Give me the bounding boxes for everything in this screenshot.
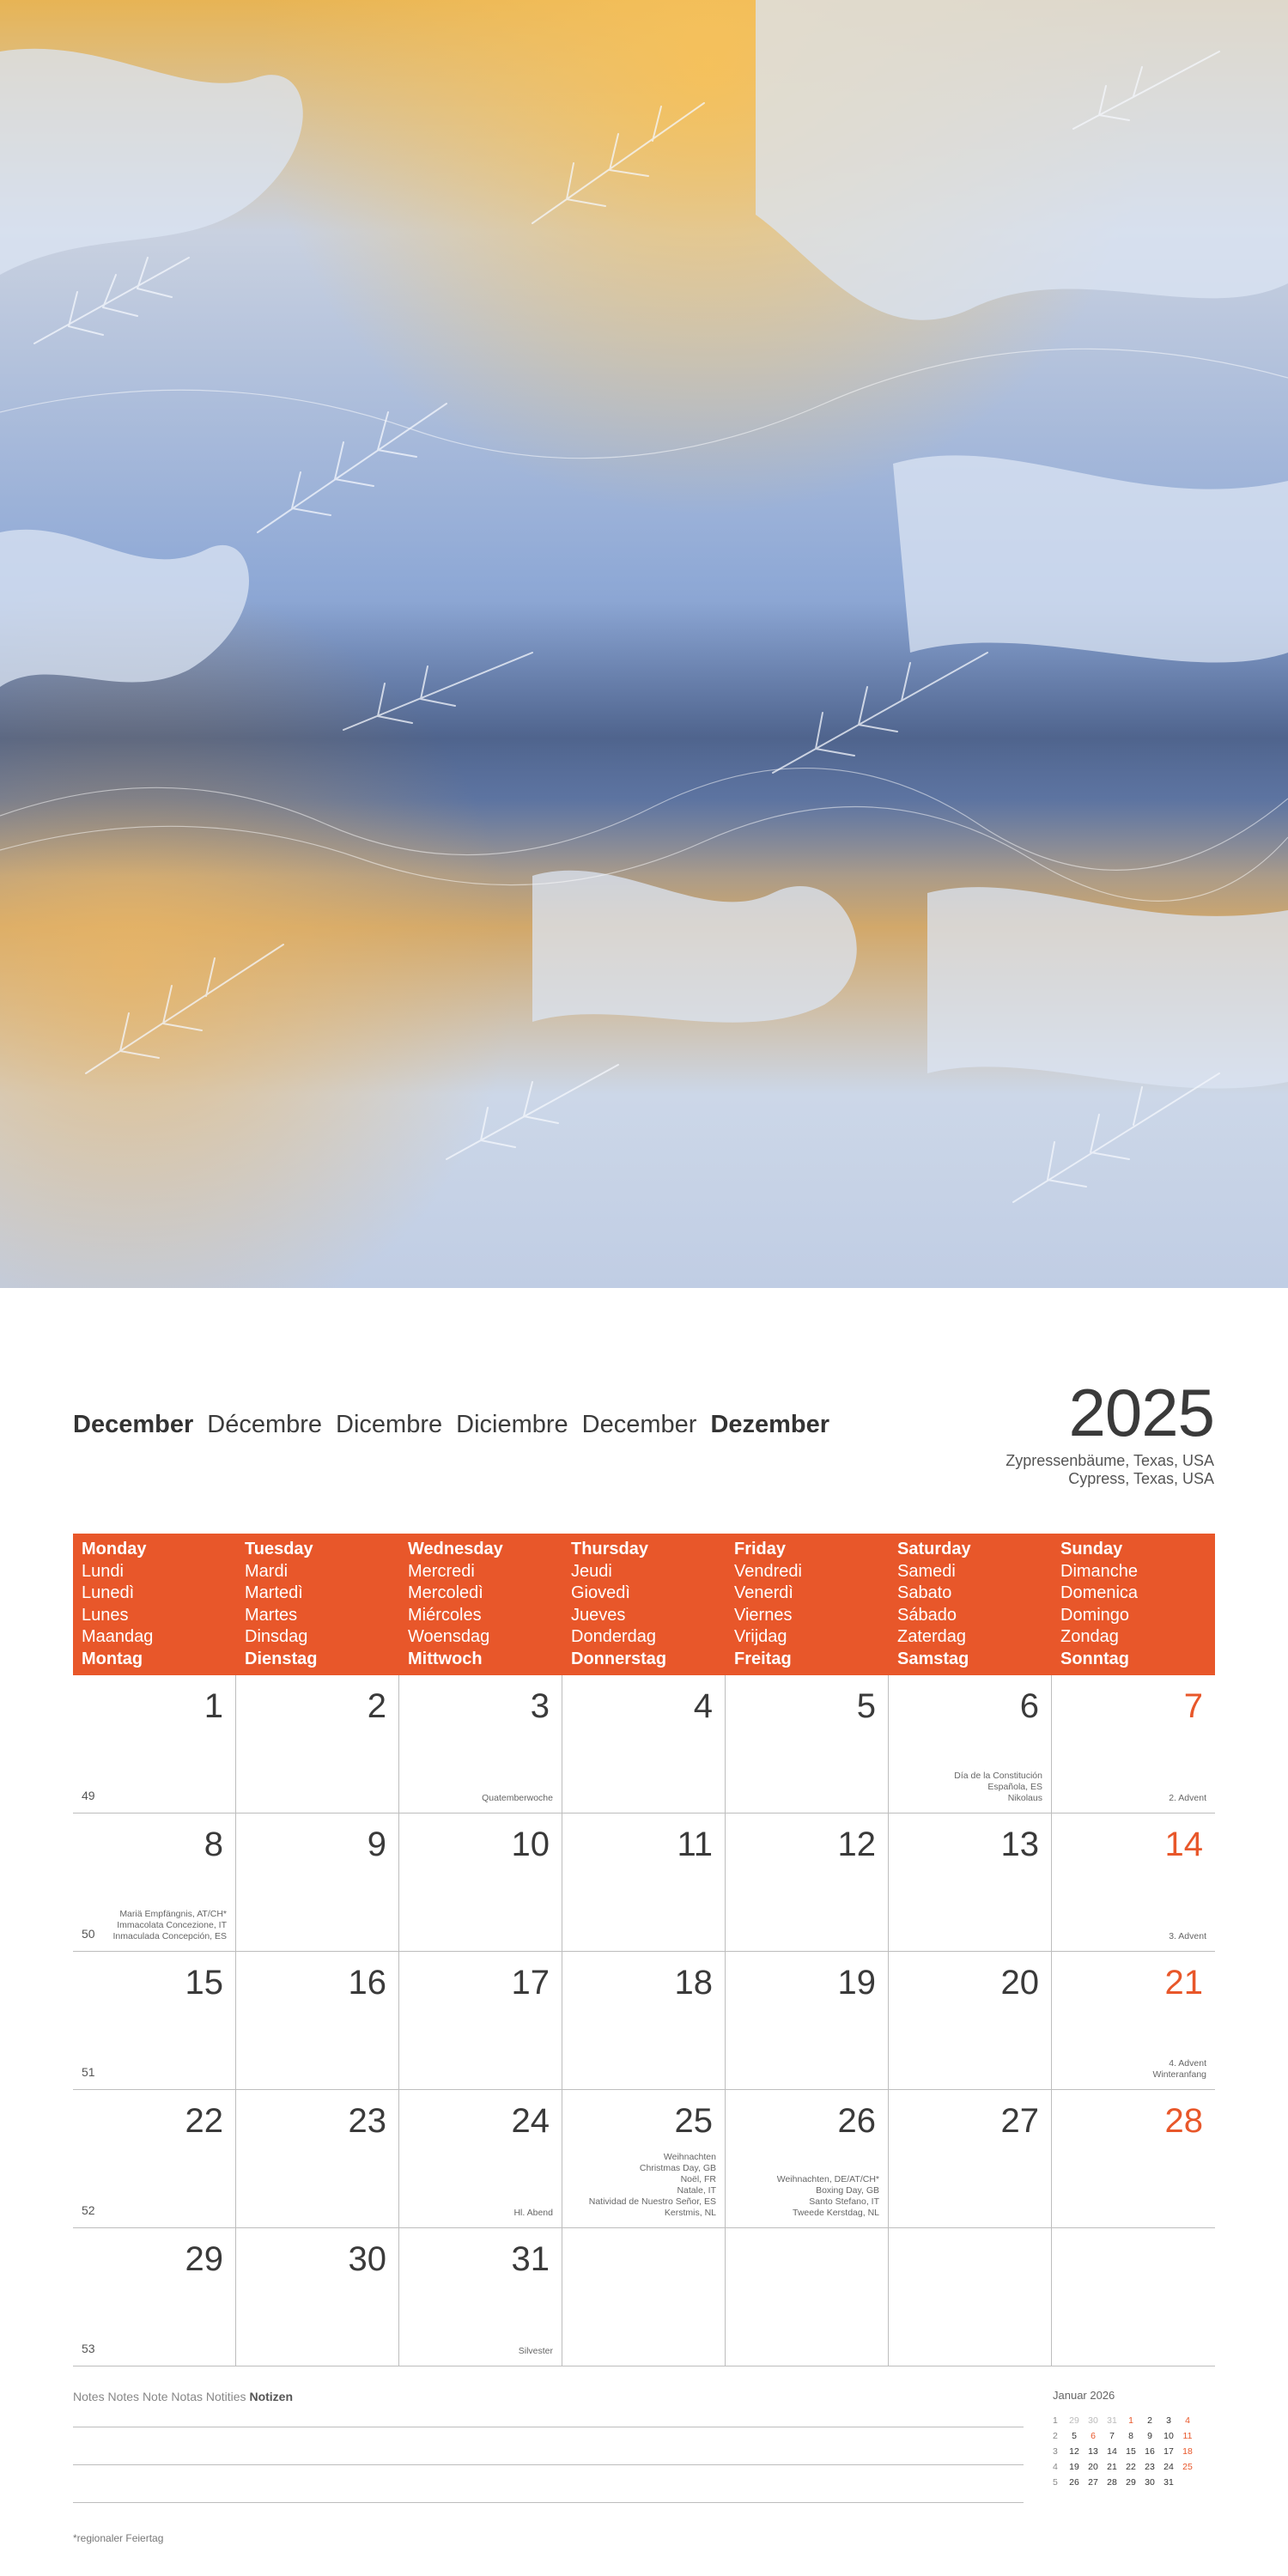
holiday-note-line: Noël, FR xyxy=(680,2174,716,2184)
weekday-name: Zaterdag xyxy=(897,1627,967,1646)
day-cell[interactable] xyxy=(73,1952,236,2089)
week-row xyxy=(73,1675,1215,1814)
day-cell[interactable] xyxy=(726,1952,889,2089)
holiday-note-line: Boxing Day, GB xyxy=(816,2185,879,2196)
holiday-note xyxy=(1169,1793,1206,1804)
mini-week-number: 2 xyxy=(1053,2431,1058,2441)
day-cell[interactable] xyxy=(73,1814,236,1951)
weekday-name: Sábado xyxy=(897,1605,957,1625)
holiday-note-line: Quatemberwoche xyxy=(482,1793,553,1803)
holiday-note-line: Natale, IT xyxy=(677,2185,716,2196)
weekday-name: Saturday xyxy=(897,1540,971,1558)
day-cell[interactable] xyxy=(236,2090,399,2227)
holiday-note-line: Silvester xyxy=(518,2346,553,2356)
day-cell[interactable] xyxy=(399,1952,562,2089)
mini-day: 16 xyxy=(1145,2446,1155,2457)
mini-day: 18 xyxy=(1182,2446,1193,2457)
weekday-name: Miércoles xyxy=(408,1605,482,1625)
day-cell[interactable] xyxy=(1052,2228,1215,2366)
mini-day: 15 xyxy=(1126,2446,1136,2457)
weekday-name: Lundi xyxy=(82,1561,124,1581)
weekday-name: Mercredi xyxy=(408,1561,475,1581)
mini-day xyxy=(1178,2477,1197,2493)
holiday-note-line: Nikolaus xyxy=(1007,1793,1042,1803)
mini-day: 28 xyxy=(1107,2477,1117,2488)
day-number: 30 xyxy=(348,2240,386,2278)
day-number: 21 xyxy=(1164,1964,1203,2002)
mini-calendar-week xyxy=(1053,2477,1216,2493)
notes-label xyxy=(73,2390,293,2403)
weekday-name: Jueves xyxy=(571,1605,626,1625)
notes-label-es: Notas xyxy=(171,2390,203,2403)
day-number: 14 xyxy=(1164,1826,1203,1863)
day-number: 6 xyxy=(1019,1687,1039,1725)
mini-day: 13 xyxy=(1088,2446,1098,2457)
day-number: 26 xyxy=(837,2102,876,2140)
mini-day: 17 xyxy=(1163,2446,1174,2457)
photo-caption xyxy=(1005,1452,1214,1488)
mini-calendar-week xyxy=(1053,2415,1216,2431)
holiday-note xyxy=(482,1793,553,1804)
week-row xyxy=(73,2090,1215,2228)
day-number: 25 xyxy=(674,2102,713,2140)
weekday-name: Martedì xyxy=(245,1583,303,1602)
holiday-note-line: Weihnachten xyxy=(663,2152,716,2162)
week-number: 50 xyxy=(82,1927,95,1941)
mini-day: 30 xyxy=(1088,2415,1098,2426)
day-number: 5 xyxy=(856,1687,876,1725)
day-number: 27 xyxy=(1000,2102,1039,2140)
weekday-header xyxy=(73,1534,1215,1675)
day-number: 2 xyxy=(367,1687,386,1725)
mini-day: 29 xyxy=(1069,2415,1079,2426)
day-cell[interactable] xyxy=(562,1952,726,2089)
month-name-en: December xyxy=(73,1411,194,1438)
holiday-note-line: Hl. Abend xyxy=(513,2208,553,2218)
day-cell[interactable] xyxy=(562,1814,726,1951)
day-cell[interactable] xyxy=(73,1675,236,1813)
holiday-note xyxy=(513,2208,553,2219)
mini-day: 4 xyxy=(1185,2415,1190,2426)
weekday-name: Lunedì xyxy=(82,1583,135,1602)
holiday-note xyxy=(519,2346,553,2357)
day-cell[interactable] xyxy=(889,2228,1052,2366)
day-cell[interactable] xyxy=(399,1814,562,1951)
holiday-note-line: Christmas Day, GB xyxy=(639,2163,716,2173)
day-cell[interactable] xyxy=(1052,1952,1215,2089)
mini-day: 24 xyxy=(1163,2462,1174,2472)
month-name-it: Dicembre xyxy=(336,1411,443,1438)
day-cell[interactable] xyxy=(562,2228,726,2366)
weekday-name: Mercoledì xyxy=(408,1583,483,1602)
day-number: 16 xyxy=(348,1964,386,2002)
day-cell[interactable] xyxy=(1052,2090,1215,2227)
week-row xyxy=(73,1814,1215,1952)
mini-week-number: 3 xyxy=(1053,2446,1058,2457)
holiday-note-line: Día de la Constitución xyxy=(954,1771,1042,1781)
weekday-name: Sabato xyxy=(897,1583,952,1602)
holiday-note-line: Weihnachten, DE/AT/CH* xyxy=(776,2174,879,2184)
month-name-de: Dezember xyxy=(710,1411,830,1438)
weekday-column-header xyxy=(73,1534,236,1675)
mini-day: 9 xyxy=(1147,2431,1152,2441)
notes-line[interactable] xyxy=(73,2464,1024,2465)
month-name-es: Diciembre xyxy=(456,1411,568,1438)
day-number: 15 xyxy=(185,1964,223,2002)
day-number: 13 xyxy=(1000,1826,1039,1863)
day-number: 18 xyxy=(674,1964,713,2002)
weekday-column-header xyxy=(1052,1534,1215,1675)
day-cell[interactable] xyxy=(726,2228,889,2366)
weekday-name: Montag xyxy=(82,1649,143,1668)
notes-label-de: Notizen xyxy=(249,2390,294,2403)
mini-day: 5 xyxy=(1072,2431,1077,2441)
holiday-note-line: 2. Advent xyxy=(1169,1793,1206,1803)
mini-day: 30 xyxy=(1145,2477,1155,2488)
month-names xyxy=(73,1411,829,1445)
holiday-note xyxy=(113,1909,228,1942)
day-number: 23 xyxy=(348,2102,386,2140)
weekday-name: Donnerstag xyxy=(571,1649,667,1668)
day-cell[interactable] xyxy=(73,2090,236,2227)
mini-day: 27 xyxy=(1088,2477,1098,2488)
day-number: 11 xyxy=(677,1826,713,1863)
mini-day: 25 xyxy=(1182,2462,1193,2472)
holiday-note xyxy=(1169,1931,1206,1942)
notes-label-fr: Notes xyxy=(107,2390,140,2403)
day-number: 31 xyxy=(511,2240,550,2278)
mini-day: 12 xyxy=(1069,2446,1079,2457)
weekday-name: Maandag xyxy=(82,1627,154,1646)
month-name-nl: December xyxy=(581,1411,697,1438)
week-number: 51 xyxy=(82,2065,95,2079)
weekday-name: Wednesday xyxy=(408,1540,503,1558)
day-number: 4 xyxy=(693,1687,713,1725)
day-cell[interactable] xyxy=(399,2228,562,2366)
day-number: 22 xyxy=(185,2102,223,2140)
holiday-note-line: Kerstmis, NL xyxy=(664,2208,716,2218)
holiday-note xyxy=(589,2152,716,2219)
mini-day: 29 xyxy=(1126,2477,1136,2488)
footnote: *regionaler Feiertag xyxy=(73,2532,164,2544)
weekday-column-header xyxy=(562,1534,726,1675)
week-number: 49 xyxy=(82,1789,95,1802)
weekday-name: Jeudi xyxy=(571,1561,612,1581)
holiday-note-line: Natividad de Nuestro Señor, ES xyxy=(588,2196,716,2207)
mini-calendar-week xyxy=(1053,2431,1216,2446)
holiday-note-line: Tweede Kerstdag, NL xyxy=(793,2208,879,2218)
holiday-note-line: Immacolata Concezione, IT xyxy=(117,1920,227,1930)
weekday-name: Woensdag xyxy=(408,1627,490,1646)
photo-caption-en: Cypress, Texas, USA xyxy=(1068,1470,1214,1487)
day-number: 8 xyxy=(204,1826,223,1863)
holiday-note xyxy=(777,2174,879,2219)
holiday-note-line: Inmaculada Concepción, ES xyxy=(112,1931,227,1941)
notes-line[interactable] xyxy=(73,2502,1024,2503)
weekday-name: Viernes xyxy=(734,1605,793,1625)
mini-day: 8 xyxy=(1128,2431,1133,2441)
day-number: 20 xyxy=(1000,1964,1039,2002)
mini-day: 3 xyxy=(1166,2415,1171,2426)
weekday-name: Dienstag xyxy=(245,1649,318,1668)
week-row xyxy=(73,1952,1215,2090)
mini-day: 1 xyxy=(1128,2415,1133,2426)
weekday-name: Venerdì xyxy=(734,1583,793,1602)
photo-caption-de: Zypressenbäume, Texas, USA xyxy=(1005,1452,1214,1469)
weekday-name: Vrijdag xyxy=(734,1627,787,1646)
mini-week-number: 4 xyxy=(1053,2462,1058,2472)
weekday-name: Martes xyxy=(245,1605,298,1625)
holiday-note-line: Santo Stefano, IT xyxy=(809,2196,879,2207)
day-number: 29 xyxy=(185,2240,223,2278)
weekday-name: Samedi xyxy=(897,1561,956,1581)
holiday-note-line: 3. Advent xyxy=(1169,1931,1206,1941)
calendar-weeks xyxy=(73,1675,1215,2366)
holiday-note-line: Mariä Empfängnis, AT/CH* xyxy=(119,1909,227,1919)
mini-week-number: 5 xyxy=(1053,2477,1058,2488)
day-cell[interactable] xyxy=(726,2090,889,2227)
mini-week-number: 1 xyxy=(1053,2415,1058,2426)
week-number: 53 xyxy=(82,2342,95,2355)
holiday-note-line: Española, ES xyxy=(987,1782,1042,1792)
mini-day: 6 xyxy=(1091,2431,1096,2441)
day-number: 10 xyxy=(511,1826,550,1863)
day-cell[interactable] xyxy=(726,1814,889,1951)
holiday-note xyxy=(1153,2058,1206,2081)
weekday-name: Dinsdag xyxy=(245,1627,308,1646)
day-number: 28 xyxy=(1164,2102,1203,2140)
weekday-name: Donderdag xyxy=(571,1627,656,1646)
day-number: 12 xyxy=(837,1826,876,1863)
day-cell[interactable] xyxy=(399,2090,562,2227)
mini-day: 10 xyxy=(1163,2431,1174,2441)
weekday-name: Samstag xyxy=(897,1649,969,1668)
calendar-grid xyxy=(73,1534,1215,2366)
notes-label-en: Notes xyxy=(73,2390,105,2403)
mini-day: 31 xyxy=(1163,2477,1174,2488)
mini-day: 31 xyxy=(1107,2415,1117,2426)
notes-label-it: Note xyxy=(142,2390,168,2403)
week-number: 52 xyxy=(82,2203,95,2217)
weekday-column-header xyxy=(399,1534,562,1675)
day-cell[interactable] xyxy=(562,1675,726,1813)
weekday-name: Friday xyxy=(734,1540,787,1558)
mini-day: 26 xyxy=(1069,2477,1079,2488)
weekday-column-header xyxy=(236,1534,399,1675)
day-cell[interactable] xyxy=(889,1952,1052,2089)
day-cell[interactable] xyxy=(73,2228,236,2366)
holiday-note xyxy=(954,1771,1042,1804)
mini-day: 22 xyxy=(1126,2462,1136,2472)
day-cell[interactable] xyxy=(562,2090,726,2227)
day-number: 3 xyxy=(530,1687,550,1725)
day-cell[interactable] xyxy=(889,2090,1052,2227)
weekday-name: Thursday xyxy=(571,1540,649,1558)
weekday-name: Sunday xyxy=(1060,1540,1123,1558)
mini-day: 11 xyxy=(1182,2431,1193,2441)
day-cell[interactable] xyxy=(236,1675,399,1813)
mini-day: 7 xyxy=(1109,2431,1115,2441)
day-number: 17 xyxy=(511,1964,550,2002)
day-number: 19 xyxy=(837,1964,876,2002)
mini-calendar-week xyxy=(1053,2462,1216,2477)
mini-day: 2 xyxy=(1147,2415,1152,2426)
weekday-name: Sonntag xyxy=(1060,1649,1129,1668)
weekday-name: Domingo xyxy=(1060,1605,1130,1625)
mini-day: 23 xyxy=(1145,2462,1155,2472)
mini-day: 14 xyxy=(1107,2446,1117,2457)
weekday-column-header xyxy=(726,1534,889,1675)
weekday-name: Lunes xyxy=(82,1605,129,1625)
mini-calendar-week xyxy=(1053,2446,1216,2462)
day-cell[interactable] xyxy=(236,1814,399,1951)
mini-calendar-title: Januar 2026 xyxy=(1053,2389,1115,2402)
holiday-note-line: Winteranfang xyxy=(1152,2069,1206,2080)
day-number: 7 xyxy=(1183,1687,1203,1725)
day-cell[interactable] xyxy=(1052,1675,1215,1813)
weekday-name: Freitag xyxy=(734,1649,792,1668)
day-number: 1 xyxy=(204,1687,223,1725)
weekday-name: Giovedì xyxy=(571,1583,630,1602)
weekday-name: Mittwoch xyxy=(408,1649,483,1668)
day-cell[interactable] xyxy=(889,1675,1052,1813)
weekday-name: Domenica xyxy=(1060,1583,1139,1602)
weekday-name: Mardi xyxy=(245,1561,289,1581)
mini-day: 19 xyxy=(1069,2462,1079,2472)
year-title: 2025 xyxy=(1068,1375,1214,1450)
week-row xyxy=(73,2228,1215,2366)
weekday-name: Monday xyxy=(82,1540,147,1558)
mini-day: 21 xyxy=(1107,2462,1117,2472)
weekday-name: Zondag xyxy=(1060,1627,1119,1646)
notes-label-nl: Notities xyxy=(205,2390,246,2403)
day-cell[interactable] xyxy=(399,1675,562,1813)
weekday-name: Dimanche xyxy=(1060,1561,1139,1581)
day-number: 9 xyxy=(367,1826,386,1863)
weekday-name: Tuesday xyxy=(245,1540,313,1558)
day-cell[interactable] xyxy=(889,1814,1052,1951)
day-cell[interactable] xyxy=(726,1675,889,1813)
day-cell[interactable] xyxy=(236,2228,399,2366)
weekday-name: Vendredi xyxy=(734,1561,802,1581)
weekday-column-header xyxy=(889,1534,1052,1675)
mini-day: 20 xyxy=(1088,2462,1098,2472)
month-name-fr: Décembre xyxy=(207,1411,323,1438)
holiday-note-line: 4. Advent xyxy=(1169,2058,1206,2069)
day-cell[interactable] xyxy=(236,1952,399,2089)
day-number: 24 xyxy=(511,2102,550,2140)
mini-calendar xyxy=(1053,2389,1216,2493)
day-cell[interactable] xyxy=(1052,1814,1215,1951)
